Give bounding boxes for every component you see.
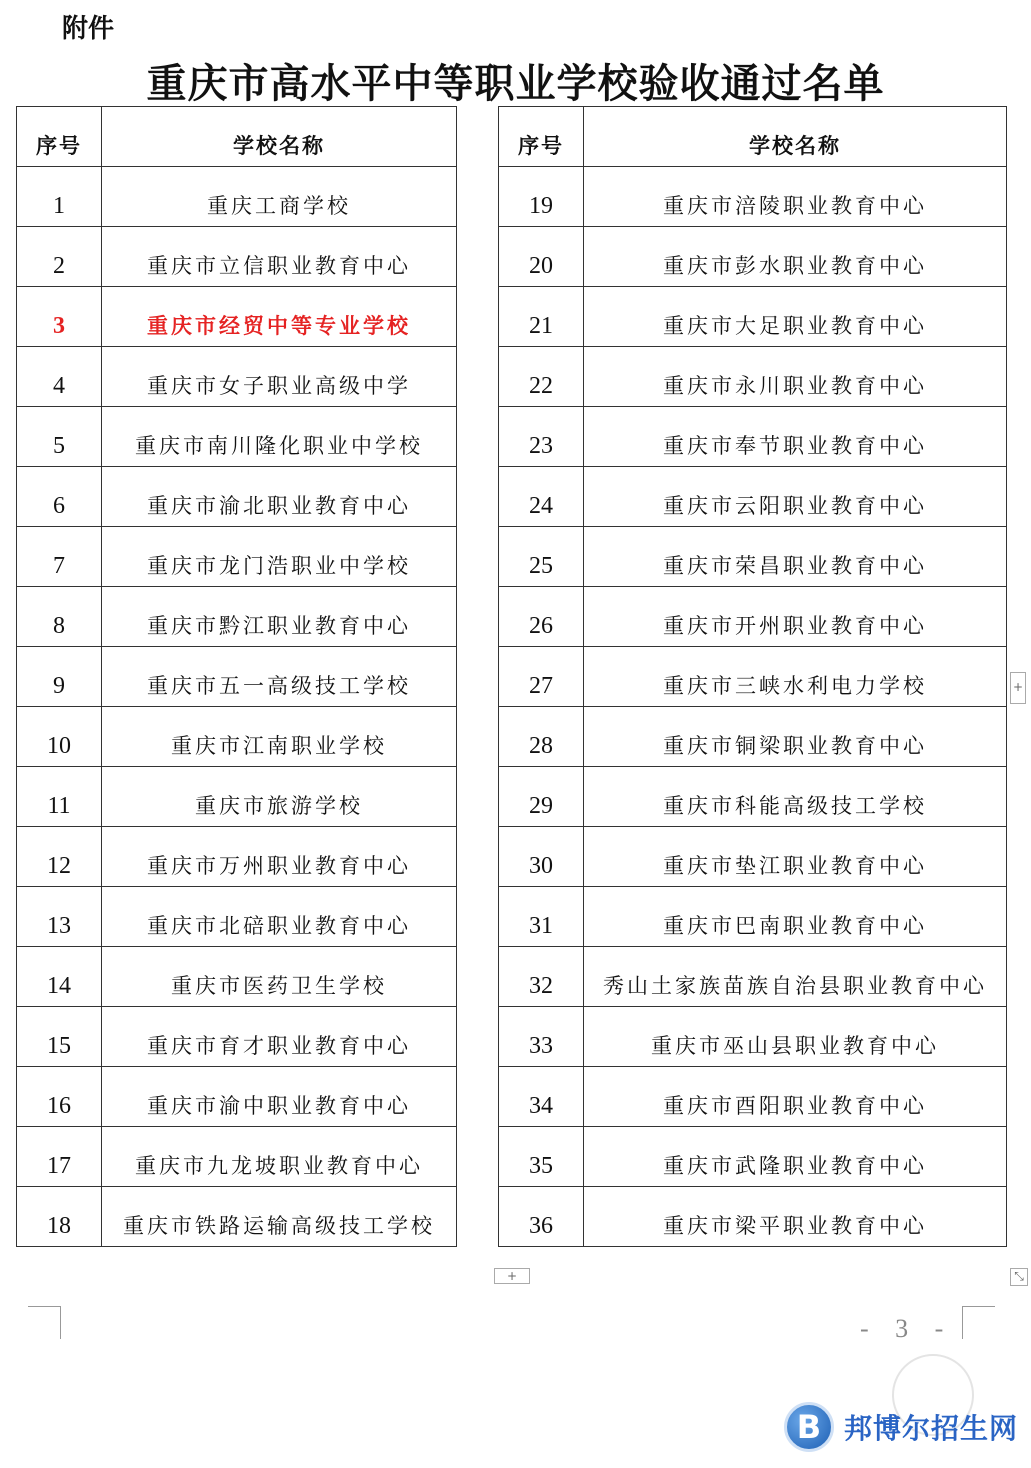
school-name-right: 重庆市酉阳职业教育中心 (584, 1067, 1007, 1127)
school-name-left: 重庆市经贸中等专业学校 (102, 287, 457, 347)
row-num-left: 1 (17, 167, 102, 227)
column-gap (457, 707, 499, 767)
row-num-right: 26 (499, 587, 584, 647)
school-name-left: 重庆市女子职业高级中学 (102, 347, 457, 407)
row-num-right: 20 (499, 227, 584, 287)
row-num-left: 5 (17, 407, 102, 467)
school-name-right: 重庆市开州职业教育中心 (584, 587, 1007, 647)
column-gap (457, 947, 499, 1007)
row-num-right: 32 (499, 947, 584, 1007)
school-name-right: 重庆市涪陵职业教育中心 (584, 167, 1007, 227)
row-num-right: 33 (499, 1007, 584, 1067)
row-num-right: 34 (499, 1067, 584, 1127)
row-num-left: 3 (17, 287, 102, 347)
row-num-left: 4 (17, 347, 102, 407)
header-name-left: 学校名称 (102, 107, 457, 167)
school-name-right: 重庆市永川职业教育中心 (584, 347, 1007, 407)
column-gap (457, 647, 499, 707)
school-name-left: 重庆市九龙坡职业教育中心 (102, 1127, 457, 1187)
table-row (17, 467, 1007, 527)
attachment-label: 附件 (62, 14, 115, 44)
school-name-left: 重庆市黔江职业教育中心 (102, 587, 457, 647)
column-gap (457, 347, 499, 407)
school-name-left: 重庆市万州职业教育中心 (102, 827, 457, 887)
school-name-right: 重庆市武隆职业教育中心 (584, 1127, 1007, 1187)
school-name-right: 重庆市科能高级技工学校 (584, 767, 1007, 827)
school-name-right: 重庆市巫山县职业教育中心 (584, 1007, 1007, 1067)
column-gap (457, 1187, 499, 1247)
table-row (17, 287, 1007, 347)
header-num-right: 序号 (499, 107, 584, 167)
school-name-left: 重庆市龙门浩职业中学校 (102, 527, 457, 587)
row-num-left: 10 (17, 707, 102, 767)
column-gap (457, 1007, 499, 1067)
table-row (17, 347, 1007, 407)
column-gap (457, 227, 499, 287)
school-name-left: 重庆市南川隆化职业中学校 (102, 407, 457, 467)
school-name-right: 重庆市荣昌职业教育中心 (584, 527, 1007, 587)
row-num-left: 9 (17, 647, 102, 707)
school-name-right: 重庆市巴南职业教育中心 (584, 887, 1007, 947)
resize-table-handle[interactable]: ⤡ (1010, 1268, 1028, 1286)
table-row (17, 767, 1007, 827)
row-num-left: 2 (17, 227, 102, 287)
table-row (17, 527, 1007, 587)
table-row (17, 1127, 1007, 1187)
logo-text: 邦博尔招生网 (844, 1412, 1019, 1445)
row-num-right: 19 (499, 167, 584, 227)
table-row (17, 1067, 1007, 1127)
table-row (17, 227, 1007, 287)
table-row (17, 887, 1007, 947)
column-gap (457, 587, 499, 647)
row-num-right: 22 (499, 347, 584, 407)
row-num-left: 18 (17, 1187, 102, 1247)
row-num-left: 17 (17, 1127, 102, 1187)
header-name-right: 学校名称 (584, 107, 1007, 167)
school-name-right: 重庆市三峡水利电力学校 (584, 647, 1007, 707)
row-num-left: 13 (17, 887, 102, 947)
school-name-left: 重庆市江南职业学校 (102, 707, 457, 767)
row-num-right: 36 (499, 1187, 584, 1247)
column-gap (457, 1067, 499, 1127)
school-name-right: 重庆市垫江职业教育中心 (584, 827, 1007, 887)
column-gap (457, 467, 499, 527)
crop-mark-left (28, 1306, 61, 1339)
row-num-left: 14 (17, 947, 102, 1007)
school-name-left: 重庆市北碚职业教育中心 (102, 887, 457, 947)
table-row (17, 947, 1007, 1007)
school-name-right: 重庆市彭水职业教育中心 (584, 227, 1007, 287)
table-row (17, 707, 1007, 767)
school-name-left: 重庆工商学校 (102, 167, 457, 227)
row-num-left: 7 (17, 527, 102, 587)
school-name-left: 重庆市渝中职业教育中心 (102, 1067, 457, 1127)
table-row (17, 407, 1007, 467)
row-num-left: 15 (17, 1007, 102, 1067)
school-name-right: 重庆市铜梁职业教育中心 (584, 707, 1007, 767)
table-row (17, 587, 1007, 647)
page-number: - 3 - (860, 1314, 954, 1343)
row-num-right: 21 (499, 287, 584, 347)
page-title: 重庆市高水平中等职业学校验收通过名单 (146, 60, 885, 107)
school-name-left: 重庆市渝北职业教育中心 (102, 467, 457, 527)
logo-b-icon: B (784, 1402, 834, 1452)
school-name-right: 重庆市奉节职业教育中心 (584, 407, 1007, 467)
school-name-right: 重庆市云阳职业教育中心 (584, 467, 1007, 527)
school-name-left: 重庆市旅游学校 (102, 767, 457, 827)
add-column-handle[interactable]: + (1010, 672, 1026, 704)
header-num-left: 序号 (17, 107, 102, 167)
row-num-right: 27 (499, 647, 584, 707)
school-name-right: 秀山土家族苗族自治县职业教育中心 (584, 947, 1007, 1007)
row-num-left: 6 (17, 467, 102, 527)
school-name-left: 重庆市铁路运输高级技工学校 (102, 1187, 457, 1247)
school-table (16, 106, 1007, 1247)
column-gap (457, 407, 499, 467)
row-num-right: 29 (499, 767, 584, 827)
school-name-left: 重庆市医药卫生学校 (102, 947, 457, 1007)
table-header-row (17, 107, 1007, 167)
school-name-left: 重庆市五一高级技工学校 (102, 647, 457, 707)
table-row (17, 827, 1007, 887)
row-num-right: 31 (499, 887, 584, 947)
row-num-right: 28 (499, 707, 584, 767)
row-num-left: 8 (17, 587, 102, 647)
row-num-left: 16 (17, 1067, 102, 1127)
school-name-right: 重庆市梁平职业教育中心 (584, 1187, 1007, 1247)
column-gap (457, 167, 499, 227)
row-num-left: 11 (17, 767, 102, 827)
row-num-left: 12 (17, 827, 102, 887)
school-name-left: 重庆市育才职业教育中心 (102, 1007, 457, 1067)
row-num-right: 35 (499, 1127, 584, 1187)
site-logo[interactable] (784, 1402, 1018, 1452)
row-num-right: 30 (499, 827, 584, 887)
column-gap (457, 287, 499, 347)
column-gap (457, 887, 499, 947)
add-row-handle[interactable]: + (494, 1268, 530, 1284)
column-gap (457, 827, 499, 887)
column-gap (457, 767, 499, 827)
row-num-right: 23 (499, 407, 584, 467)
table-row (17, 167, 1007, 227)
table-row (17, 647, 1007, 707)
column-gap (457, 527, 499, 587)
school-name-right: 重庆市大足职业教育中心 (584, 287, 1007, 347)
school-name-left: 重庆市立信职业教育中心 (102, 227, 457, 287)
table-row (17, 1007, 1007, 1067)
row-num-right: 24 (499, 467, 584, 527)
crop-mark-right (962, 1306, 995, 1339)
row-num-right: 25 (499, 527, 584, 587)
column-gap (457, 1127, 499, 1187)
table-row (17, 1187, 1007, 1247)
